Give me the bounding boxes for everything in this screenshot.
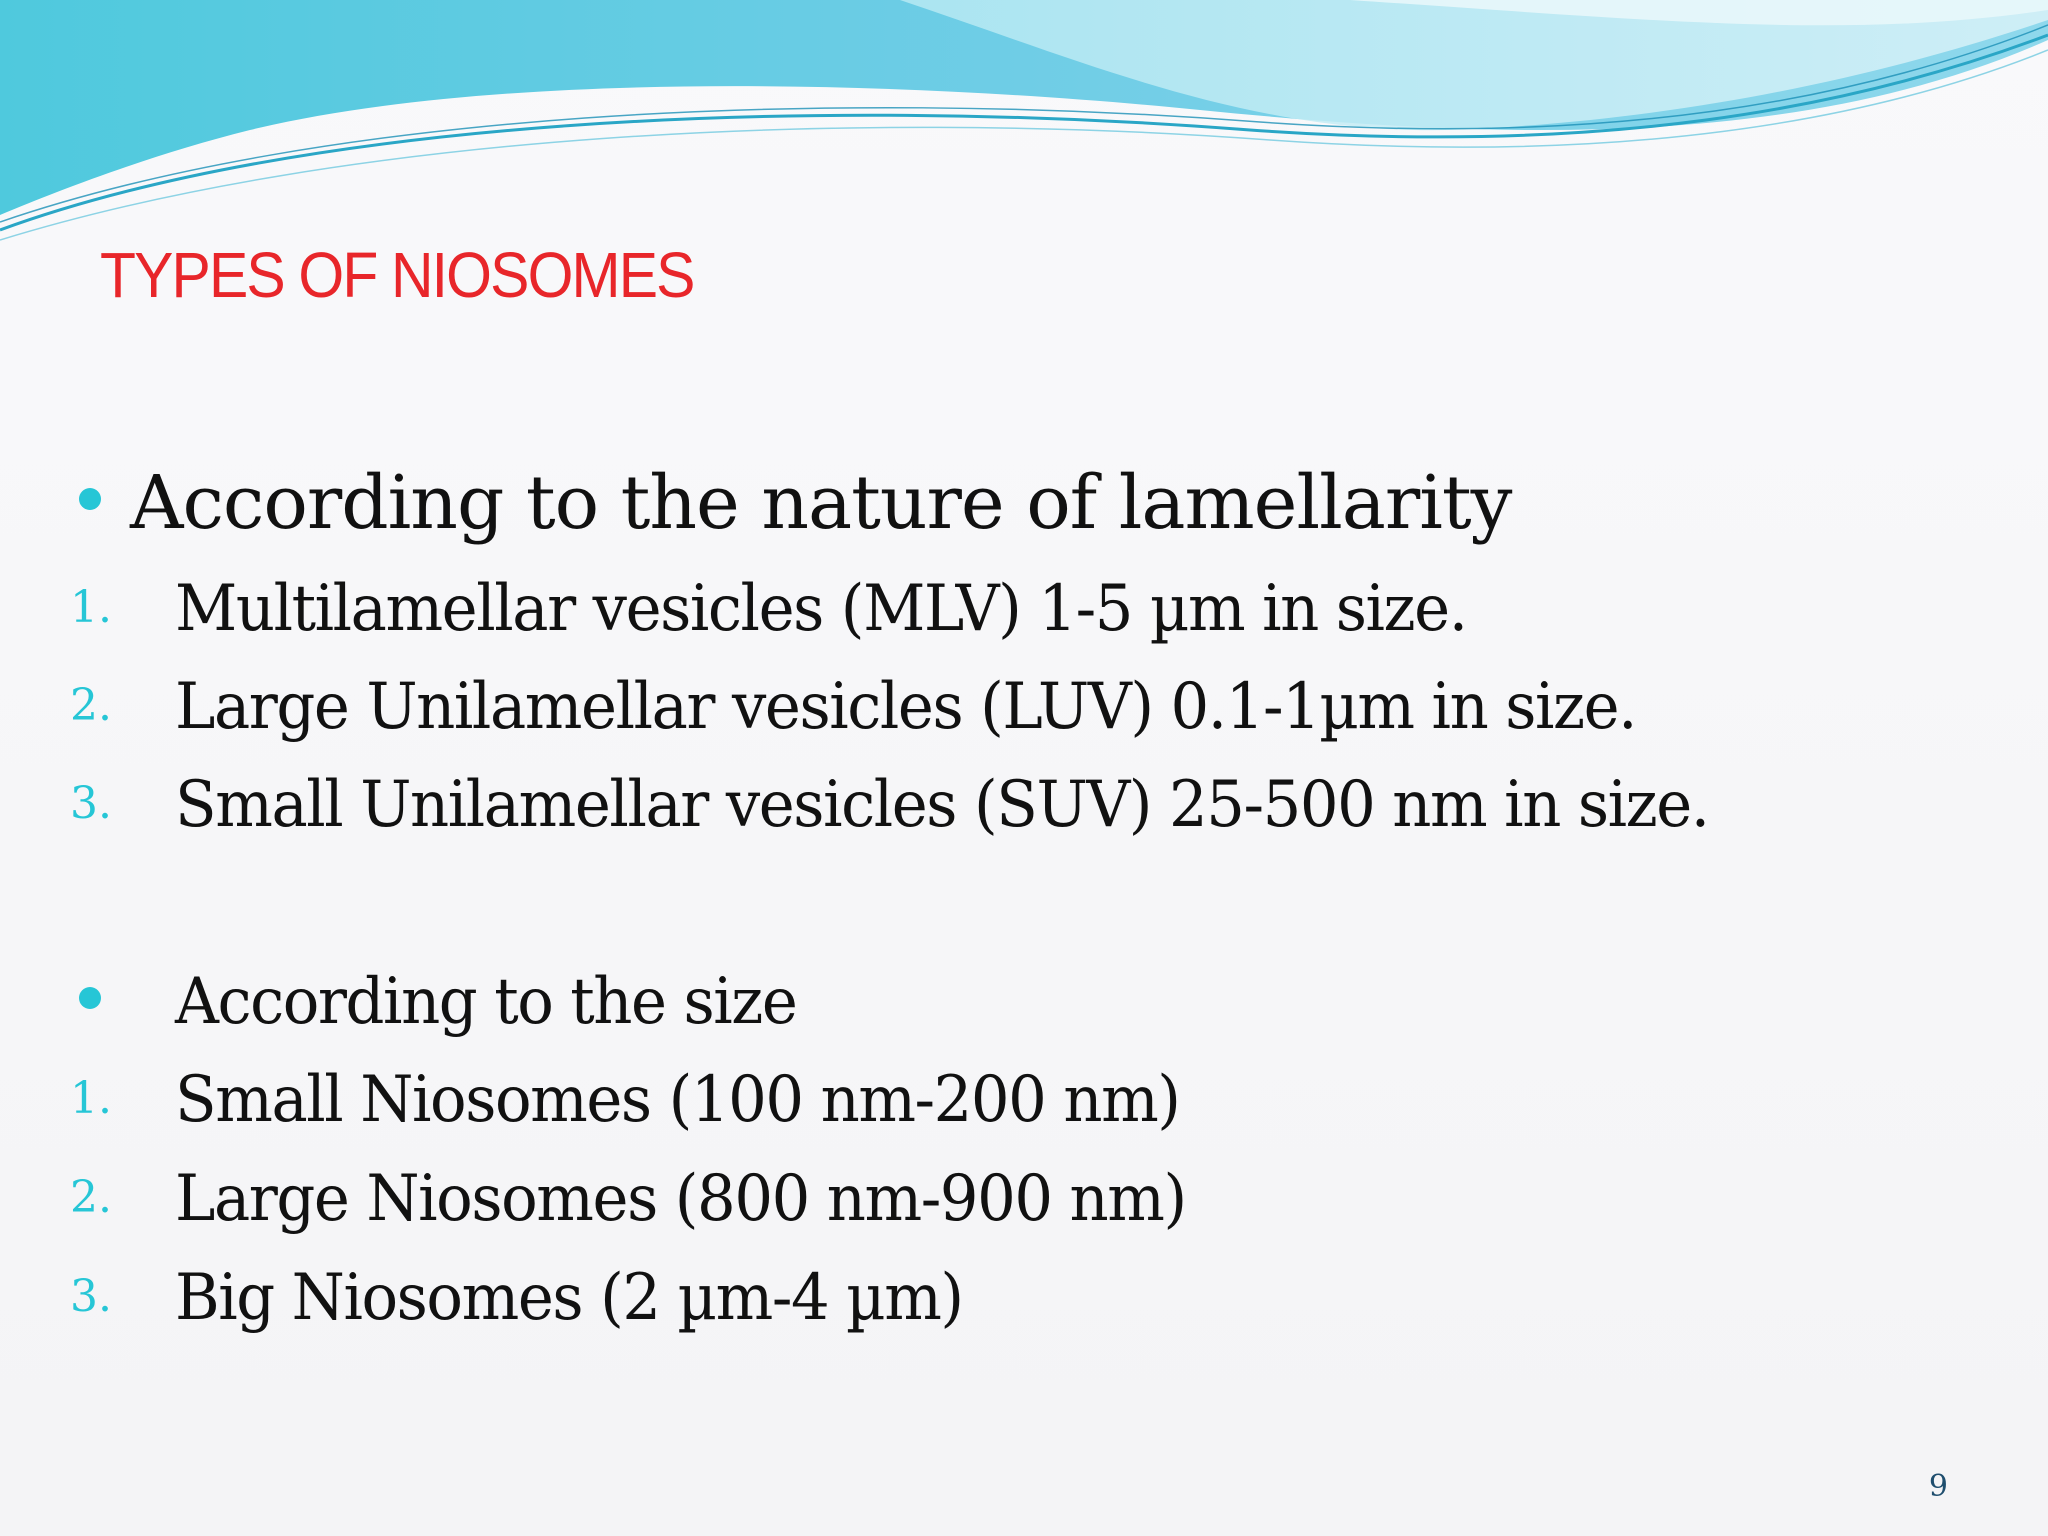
list-item-text: Small Unilamellar vesicles (SUV) 25-500 nm in size. xyxy=(175,768,1709,842)
list-item-number: 3. xyxy=(70,778,112,829)
list-item-text: Small Niosomes (100 nm-200 nm) xyxy=(175,1063,1180,1137)
list-item-number: 1. xyxy=(70,1073,112,1124)
section-heading: According to the nature of lamellarity xyxy=(130,460,1512,546)
list-item-number: 1. xyxy=(70,582,112,633)
list-item-number: 3. xyxy=(70,1271,112,1322)
bullet-dot-icon xyxy=(79,987,101,1009)
list-item-text: Big Niosomes (2 µm-4 µm) xyxy=(175,1261,963,1335)
bullet-dot-icon xyxy=(79,488,101,510)
decorative-wave-header xyxy=(0,0,2048,260)
list-item-text: Large Unilamellar vesicles (LUV) 0.1-1µm in size. xyxy=(175,670,1637,744)
page-number: 9 xyxy=(1928,1469,1948,1504)
list-item-text: Multilamellar vesicles (MLV) 1-5 µm in size. xyxy=(175,572,1467,646)
section-heading: According to the size xyxy=(175,965,797,1039)
list-item-number: 2. xyxy=(70,1172,112,1223)
slide-title: TYPES OF NIOSOMES xyxy=(100,239,694,311)
list-item-text: Large Niosomes (800 nm-900 nm) xyxy=(175,1162,1186,1236)
list-item-number: 2. xyxy=(70,680,112,731)
